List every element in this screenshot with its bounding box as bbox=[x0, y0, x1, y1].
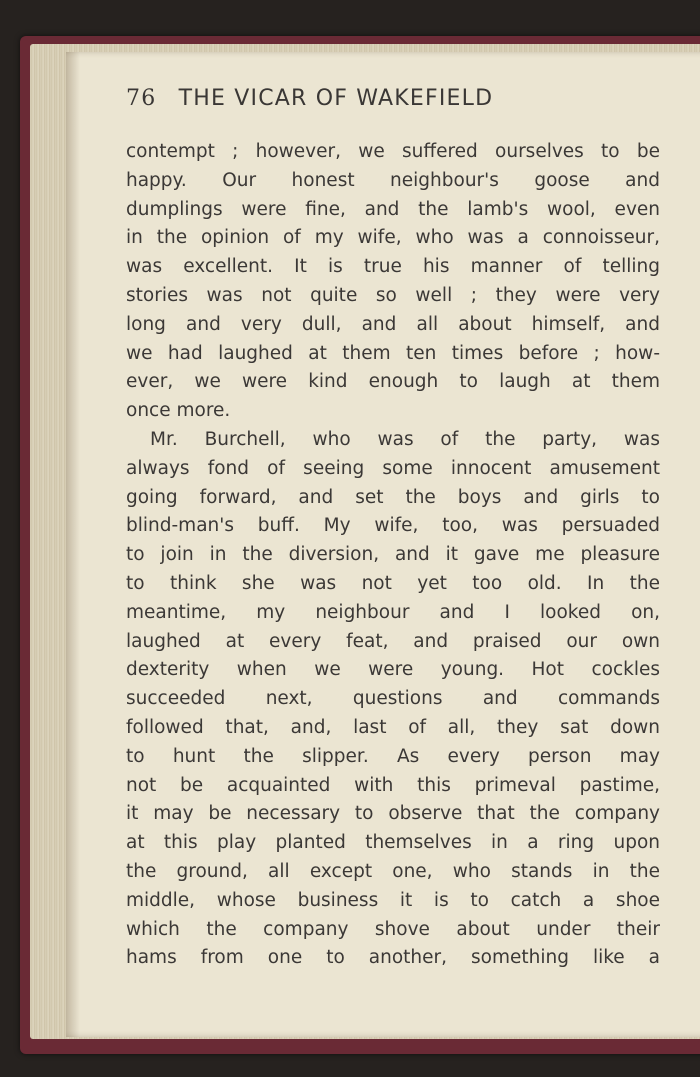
text-line: at this play planted themselves in a ring upon bbox=[126, 832, 660, 854]
text-line: ever, we were kind enough to laugh at them bbox=[126, 371, 660, 393]
text-line: in the opinion of my wife, who was a connoisseur, bbox=[126, 227, 660, 249]
text-line: laughed at every feat, and praised our own bbox=[126, 630, 660, 652]
text-line: not be acquainted with this primeval pastime, bbox=[126, 774, 660, 796]
text-line: we had laughed at them ten times before ; how- bbox=[126, 342, 660, 364]
text-line: to join in the diversion, and it gave me pleasure bbox=[126, 544, 660, 566]
text-line: to think she was not yet too old. In the bbox=[126, 572, 660, 594]
text-line: long and very dull, and all about himself, and bbox=[126, 313, 660, 335]
text-line: was excellent. It is true his manner of telling bbox=[126, 256, 660, 278]
text-line: it may be necessary to observe that the company bbox=[126, 803, 660, 825]
text-line: blind-man's buff. My wife, too, was persuaded bbox=[126, 515, 660, 537]
page-gutter-shadow bbox=[66, 52, 80, 1037]
text-line: happy. Our honest neighbour's goose and bbox=[126, 169, 660, 191]
text-line: stories was not quite so well ; they were very bbox=[126, 284, 660, 306]
text-line: going forward, and set the boys and girls to bbox=[126, 486, 660, 508]
text-line: which the company shove about under their bbox=[126, 918, 660, 940]
page-number: 76 bbox=[126, 86, 157, 111]
text-line: always fond of seeing some innocent amusement bbox=[126, 457, 660, 479]
text-line: middle, whose business it is to catch a shoe bbox=[126, 889, 660, 911]
text-line: contempt ; however, we suffered ourselves to be bbox=[126, 141, 660, 162]
text-line: meantime, my neighbour and I looked on, bbox=[126, 601, 660, 623]
text-line: dumplings were fine, and the lamb's wool, even bbox=[126, 198, 660, 220]
text-line: followed that, and, last of all, they sat down bbox=[126, 716, 660, 738]
text-line: once more. bbox=[126, 400, 231, 422]
text-line: succeeded next, questions and commands bbox=[126, 688, 660, 710]
running-header bbox=[126, 86, 666, 111]
body-text bbox=[126, 138, 660, 973]
text-line: to hunt the slipper. As every person may bbox=[126, 745, 660, 767]
text-line: Mr. Burchell, who was of the party, was bbox=[150, 428, 660, 450]
text-line: hams from one to another, something like a bbox=[126, 947, 660, 969]
running-title: THE VICAR OF WAKEFIELD bbox=[178, 86, 494, 111]
text-line: the ground, all except one, who stands in the bbox=[126, 860, 660, 882]
text-line: dexterity when we were young. Hot cockles bbox=[126, 659, 660, 681]
